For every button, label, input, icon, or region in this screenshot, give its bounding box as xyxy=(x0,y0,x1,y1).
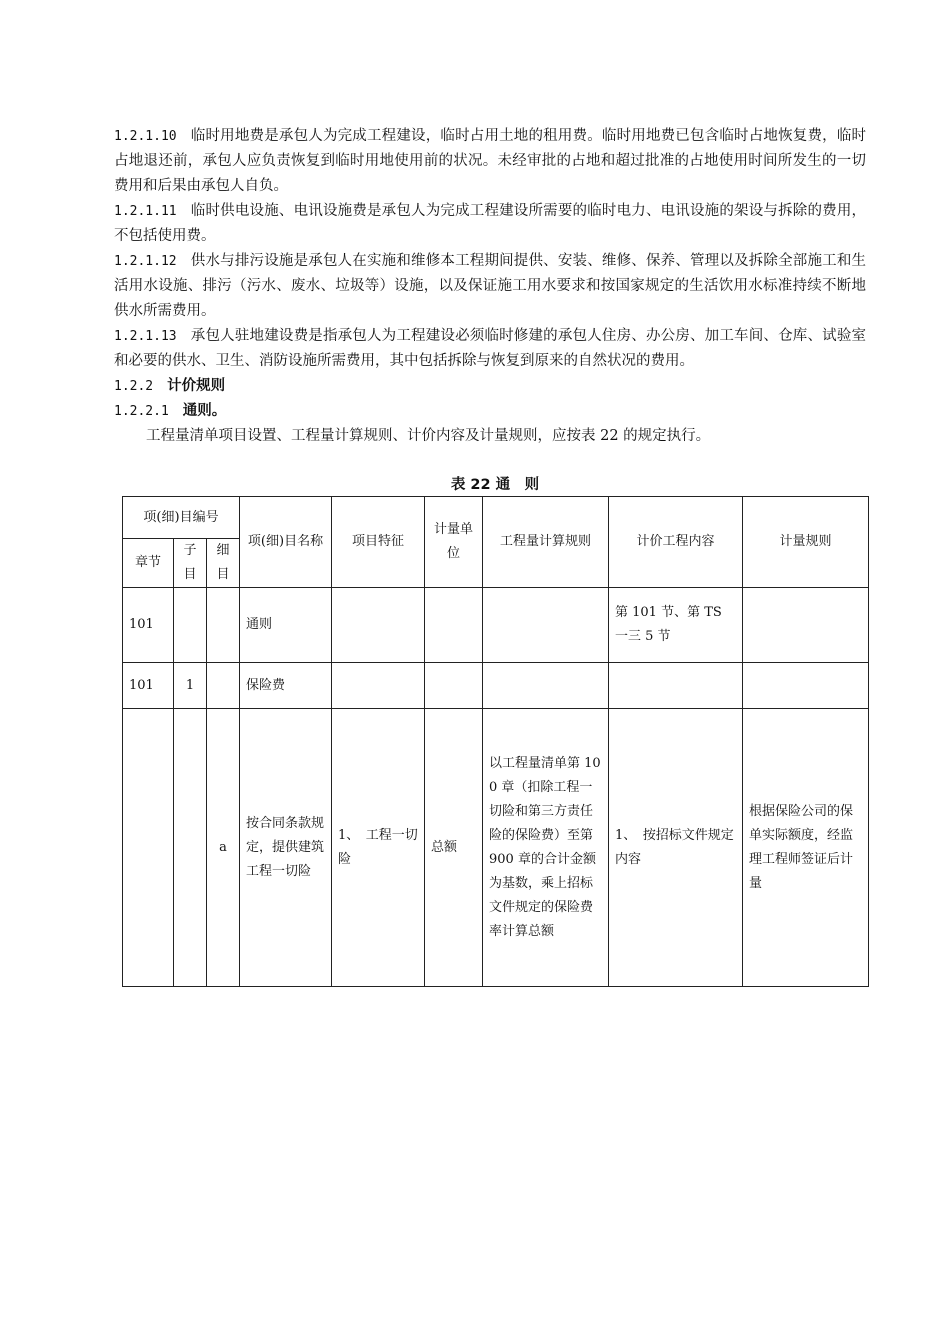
clause-number: 1.2.1.12 xyxy=(114,254,177,269)
cell-unit xyxy=(425,588,483,663)
table-row xyxy=(123,663,869,709)
cell-calc-rule: 以工程量清单第 100 章（扣除工程一切险和第三方责任险的保险费）至第 900 章的合计金额为基数，乘上招标文件规定的保险费率计算总额 xyxy=(483,709,609,987)
table-row xyxy=(123,709,869,987)
cell-chapter xyxy=(123,709,174,987)
table-row xyxy=(123,588,869,663)
header-measure-rule: 计量规则 xyxy=(743,497,869,588)
header-calc-rule: 工程量计算规则 xyxy=(483,497,609,588)
cell-measure-rule xyxy=(743,663,869,709)
clause-text: 承包人驻地建设费是指承包人为工程建设必须临时修建的承包人住房、办公房、加工车间、仓库、试验室和必要的供水、卫生、消防设施所需费用，其中包括拆除与恢复到原来的自然状况的费用。 xyxy=(114,328,866,369)
cell-detail xyxy=(207,588,240,663)
cell-feature xyxy=(332,588,425,663)
cell-measure-rule xyxy=(743,588,869,663)
cell-chapter: 101 xyxy=(123,588,174,663)
cell-calc-rule xyxy=(483,663,609,709)
cell-unit: 总额 xyxy=(425,709,483,987)
cell-unit xyxy=(425,663,483,709)
clause-number: 1.2.1.10 xyxy=(114,129,177,144)
cell-content: 第 101 节、第 TS 一三 5 节 xyxy=(609,588,743,663)
section-heading xyxy=(114,374,866,399)
cell-calc-rule xyxy=(483,588,609,663)
header-content: 计价工程内容 xyxy=(609,497,743,588)
clause-number: 1.2.1.11 xyxy=(114,204,177,219)
cell-feature xyxy=(332,663,425,709)
document-body xyxy=(114,124,866,449)
subsection-heading xyxy=(114,399,866,424)
cell-name: 按合同条款规定，提供建筑工程一切险 xyxy=(240,709,332,987)
cell-detail xyxy=(207,663,240,709)
paragraph-1-2-1-12 xyxy=(114,249,866,324)
clause-text: 供水与排污设施是承包人在实施和维修本工程期间提供、安装、维修、保养、管理以及拆除全部施工和生活用水设施、排污（污水、废水、垃圾等）设施，以及保证施工用水要求和按国家规定的生活饮用水标准持续不断地供水所需费用。 xyxy=(114,253,866,319)
paragraph-1-2-1-10 xyxy=(114,124,866,199)
cell-sub: 1 xyxy=(174,663,207,709)
table-caption: 表 22 通 则 xyxy=(450,477,540,493)
header-code-group: 项(细)目编号 xyxy=(123,497,240,539)
cell-measure-rule: 根据保险公司的保单实际额度，经监理工程师签证后计量 xyxy=(743,709,869,987)
section-title: 计价规则 xyxy=(167,378,226,394)
intro-paragraph: 工程量清单项目设置、工程量计算规则、计价内容及计量规则，应按表 22 的规定执行。 xyxy=(146,428,711,444)
paragraph-1-2-1-11 xyxy=(114,199,866,249)
cell-feature: 1、 工程一切险 xyxy=(332,709,425,987)
cell-content: 1、 按招标文件规定内容 xyxy=(609,709,743,987)
subsection-number: 1.2.2.1 xyxy=(114,404,169,419)
clause-text: 临时用地费是承包人为完成工程建设，临时占用土地的租用费。临时用地费已包含临时占地恢复费，临时占地退还前，承包人应负责恢复到临时用地使用前的状况。未经审批的占地和超过批准的占地使用时间所发生的一切费用和后果由承包人自负。 xyxy=(114,128,866,194)
cell-chapter: 101 xyxy=(123,663,174,709)
header-unit: 计量单位 xyxy=(425,497,483,588)
cell-sub xyxy=(174,709,207,987)
header-sub: 子目 xyxy=(174,539,207,588)
header-feature: 项目特征 xyxy=(332,497,425,588)
cell-name: 保险费 xyxy=(240,663,332,709)
paragraph-1-2-1-13 xyxy=(114,324,866,374)
cell-detail: a xyxy=(207,709,240,987)
header-chapter: 章节 xyxy=(123,539,174,588)
header-detail: 细目 xyxy=(207,539,240,588)
clause-text: 临时供电设施、电讯设施费是承包人为完成工程建设所需要的临时电力、电讯设施的架设与拆除的费用，不包括使用费。 xyxy=(114,203,866,244)
cell-content xyxy=(609,663,743,709)
subsection-title: 通则。 xyxy=(182,403,227,419)
header-name: 项(细)目名称 xyxy=(240,497,332,588)
clause-number: 1.2.1.13 xyxy=(114,329,177,344)
cell-name: 通则 xyxy=(240,588,332,663)
header-row-1 xyxy=(123,497,869,539)
cell-sub xyxy=(174,588,207,663)
section-number: 1.2.2 xyxy=(114,379,154,394)
general-rules-table xyxy=(122,496,869,987)
